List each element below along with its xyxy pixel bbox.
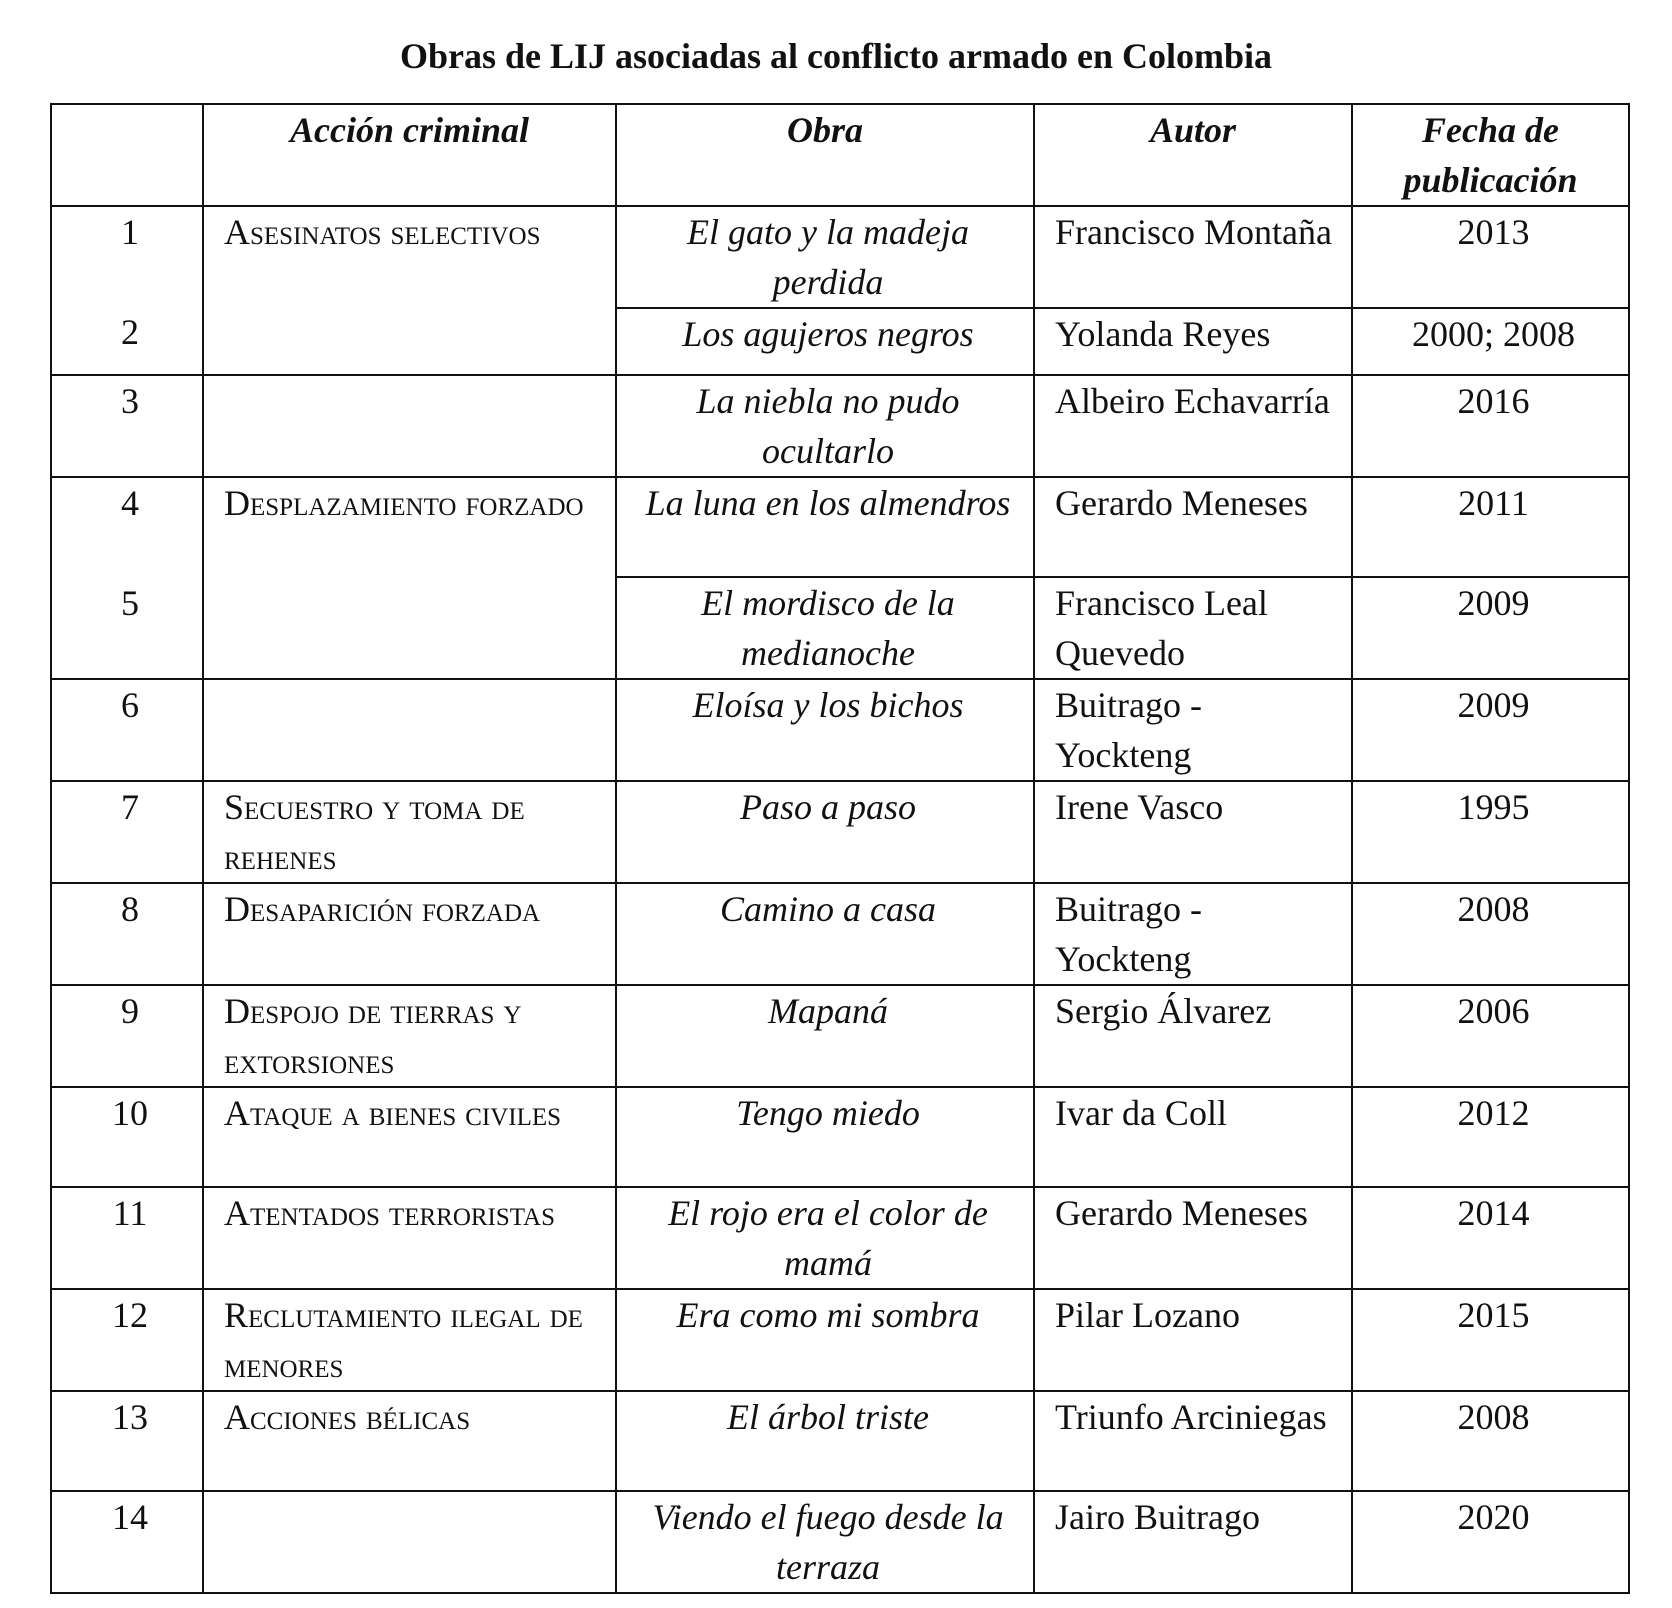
row-number: 12 (51, 1289, 203, 1391)
fecha-cell: 2011 (1352, 477, 1629, 577)
row-number-cell (51, 477, 203, 679)
fecha-cell: 2000; 2008 (1352, 308, 1629, 375)
fecha-cell: 2014 (1352, 1187, 1629, 1289)
action-cell: Desaparición forzada (203, 883, 616, 985)
row-number: 4 (121, 483, 139, 523)
fecha-cell: 2015 (1352, 1289, 1629, 1391)
works-table (50, 103, 1630, 1594)
obra-cell: El gato y la madeja perdida (616, 206, 1034, 308)
row-number: 7 (51, 781, 203, 883)
row-number: 1 (121, 212, 139, 252)
fecha-cell: 2008 (1352, 883, 1629, 985)
autor-cell: Francisco Montaña (1034, 206, 1352, 308)
table-row (51, 1289, 1629, 1391)
table-row (51, 206, 1629, 308)
action-cell: Secuestro y toma de rehenes (203, 781, 616, 883)
header-autor: Autor (1034, 104, 1352, 206)
obra-cell: Eloísa y los bichos (616, 679, 1034, 781)
obra-cell: El árbol triste (616, 1391, 1034, 1491)
action-cell (203, 375, 616, 477)
table-row (51, 375, 1629, 477)
row-number: 3 (51, 375, 203, 477)
autor-cell: Irene Vasco (1034, 781, 1352, 883)
fecha-cell: 2016 (1352, 375, 1629, 477)
action-cell: Ataque a bienes civiles (203, 1087, 616, 1187)
obra-cell: La niebla no pudo ocultarlo (616, 375, 1034, 477)
fecha-cell: 2020 (1352, 1491, 1629, 1593)
row-number: 13 (51, 1391, 203, 1491)
header-accion: Acción criminal (203, 104, 616, 206)
action-cell: Acciones bélicas (203, 1391, 616, 1491)
header-num (51, 104, 203, 206)
autor-cell: Buitrago - Yockteng (1034, 883, 1352, 985)
fecha-cell: 2009 (1352, 577, 1629, 679)
row-number: 11 (51, 1187, 203, 1289)
action-cell: Reclutamiento ilegal de menores (203, 1289, 616, 1391)
obra-cell: Los agujeros negros (616, 308, 1034, 375)
table-row (51, 985, 1629, 1087)
row-number: 10 (51, 1087, 203, 1187)
fecha-cell: 2009 (1352, 679, 1629, 781)
table-row (51, 1391, 1629, 1491)
action-cell: Asesinatos selectivos (203, 206, 616, 375)
fecha-cell: 2013 (1352, 206, 1629, 308)
row-number: 9 (51, 985, 203, 1087)
autor-cell: Gerardo Meneses (1034, 1187, 1352, 1289)
table-row (51, 679, 1629, 781)
autor-cell: Albeiro Echavarría (1034, 375, 1352, 477)
table-row (51, 883, 1629, 985)
table-row (51, 781, 1629, 883)
row-number: 14 (51, 1491, 203, 1593)
obra-cell: Camino a casa (616, 883, 1034, 985)
obra-cell: Mapaná (616, 985, 1034, 1087)
row-number: 8 (51, 883, 203, 985)
autor-cell: Buitrago - Yockteng (1034, 679, 1352, 781)
table-row (51, 1491, 1629, 1593)
autor-cell: Gerardo Meneses (1034, 477, 1352, 577)
obra-cell: La luna en los almendros (616, 477, 1034, 577)
action-cell: Despojo de tierras y extorsiones (203, 985, 616, 1087)
obra-cell: El rojo era el color de mamá (616, 1187, 1034, 1289)
row-number: 5 (121, 583, 139, 623)
row-number: 2 (121, 312, 139, 352)
obra-cell: Paso a paso (616, 781, 1034, 883)
autor-cell: Francisco Leal Quevedo (1034, 577, 1352, 679)
fecha-cell: 2008 (1352, 1391, 1629, 1491)
autor-cell: Jairo Buitrago (1034, 1491, 1352, 1593)
action-cell: Atentados terroristas (203, 1187, 616, 1289)
autor-cell: Triunfo Arciniegas (1034, 1391, 1352, 1491)
table-row (51, 1087, 1629, 1187)
action-cell (203, 679, 616, 781)
action-cell: Desplazamiento forzado (203, 477, 616, 679)
obra-cell: Era como mi sombra (616, 1289, 1034, 1391)
fecha-cell: 2012 (1352, 1087, 1629, 1187)
action-cell (203, 1491, 616, 1593)
header-obra: Obra (616, 104, 1034, 206)
autor-cell: Ivar da Coll (1034, 1087, 1352, 1187)
fecha-cell: 2006 (1352, 985, 1629, 1087)
header-row (51, 104, 1629, 206)
table-row (51, 1187, 1629, 1289)
row-number: 6 (51, 679, 203, 781)
autor-cell: Yolanda Reyes (1034, 308, 1352, 375)
obra-cell: Viendo el fuego desde la terraza (616, 1491, 1034, 1593)
autor-cell: Sergio Álvarez (1034, 985, 1352, 1087)
header-fecha: Fecha de publicación (1352, 104, 1629, 206)
obra-cell: El mordisco de la medianoche (616, 577, 1034, 679)
fecha-cell: 1995 (1352, 781, 1629, 883)
autor-cell: Pilar Lozano (1034, 1289, 1352, 1391)
row-number-cell (51, 206, 203, 375)
table-title: Obras de LIJ asociadas al conflicto armado en Colombia (399, 36, 1272, 76)
table-row (51, 477, 1629, 577)
obra-cell: Tengo miedo (616, 1087, 1034, 1187)
